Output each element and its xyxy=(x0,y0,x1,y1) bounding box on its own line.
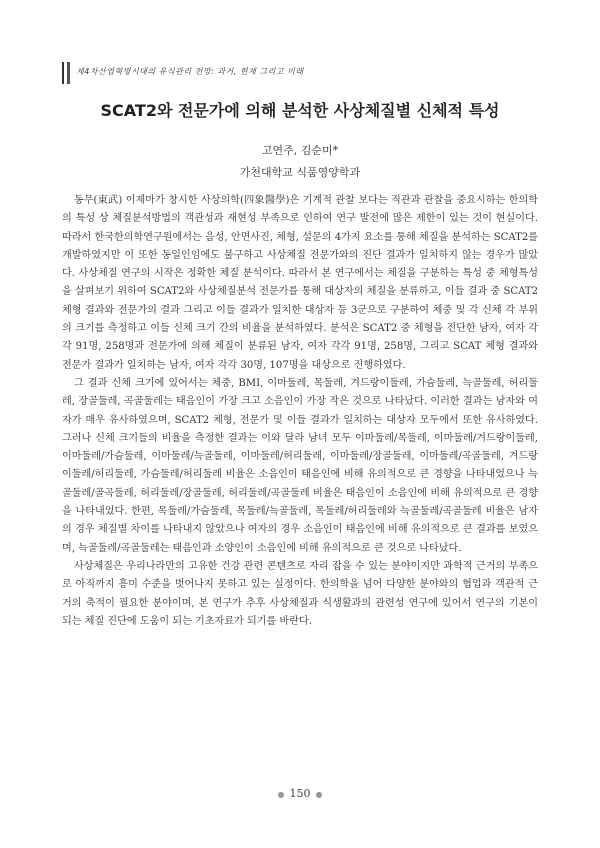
page-number xyxy=(0,787,600,800)
running-head: 제4차산업혁명시대의 유식관리 전망: 과거, 현재 그리고 미래 xyxy=(76,67,304,76)
paragraph-3: 사상체질은 우리나라만의 고유한 건강 관련 콘텐츠로 자리 잡을 수 있는 분야이지만 과학적 근거의 부족으로 아직까지 흥미 수준을 벗어나지 못하고 있는 실정이다. 한의학을 넘어 다양한 분야와의 협업과 객관적 근거의 축적이 필요한 분야이며, 본 연구가 추후 사상체질과 식생활과의 관련성 연구에 있어서 연구의 기본이 되는 체질 진단에 도움이 되는 기초자료가 되기를 바란다. xyxy=(62,560,538,627)
page-number-value: 150 xyxy=(289,787,311,800)
paragraph-2: 그 결과 신체 크기에 있어서는 체중, BMI, 이마둘레, 목둘레, 겨드랑이둘레, 가슴둘레, 늑골둘레, 허리둘레, 장골둘레, 곡골둘레는 태음인이 가장 크고 소음인이 가장 작은 것으로 나타났다. 이러한 결과는 남자와 여자가 매우 유사하였으며, SCAT2 체형, 전문가 및 이들 결과가 일치하는 대상자 모두에서 또한 유사하였다. 그러나 신체 크기들의 비율을 측정한 결과는 이와 달라 남녀 모두 이마둘레/목둘레, 이마둘레/겨드랑이둘레, 이마둘레/가슴둘레, 이마둘레/늑골둘레, 이마둘레/허리둘레, 이마둘레/장골둘레, 이마둘레/곡골둘레, 겨드랑이둘레/허리둘레, 가슴둘레/허리둘레 비율은 소음인이 태음인에 비해 유의적으로 큰 경향을 나타내었으나 늑골둘레/골곡둘레, 허리둘레/장골둘레, 허리둘레/곡골둘레 비율은 태음인이 소음인에 비해 유의적으로 큰 경향을 나타내었다. 한편, 목둘레/가슴둘레, 목둘레/늑골둘레, 목둘레/허리둘레와 늑골둘레/곡골둘레 비율은 남자의 경우 체질별 차이를 나타내지 않았으나 여자의 경우 소음인이 태음인에 비해 유의적으로 큰 결과를 보였으며, 늑골둘레/곡골둘레는 태음인과 소양인이 소음인에 비해 유의적으로 큰 것으로 나타났다. xyxy=(62,377,538,554)
header-rule xyxy=(62,62,64,84)
page-dot-left: ● xyxy=(277,789,285,799)
header-rule-thick xyxy=(67,62,70,84)
authors: 고연주, 김순미* xyxy=(261,144,339,157)
page-dot-right: ● xyxy=(315,789,323,799)
abstract-body xyxy=(62,192,538,631)
affiliation: 가천대학교 식품영양학과 xyxy=(239,166,361,179)
paragraph-1: 동무(東武) 이제마가 창시한 사상의학(四象醫學)은 기계적 관찰 보다는 직관과 관찰을 중요시하는 한의학의 특성 상 체질분석방법의 객관성과 재현성 부족으로 인하여 연구 발전에 많은 제한이 있는 것이 현실이다. 따라서 한국한의학연구원에서는 음성, 안면사진, 체형, 설문의 4가지 요소를 통해 체질을 분석하는 SCAT2를 개발하였지만 이 또한 동일인임에도 불구하고 사상체질 전문가와의 진단 결과가 일치하지 않는 경우가 많았다. 사상체질 연구의 시작은 정확한 체질 분석이다. 따라서 본 연구에서는 체질을 구분하는 특성 중 체형특성을 살펴보기 위하여 SCAT2와 사상체질분석 전문가를 통해 대상자의 체질을 분류하고, 이들 결과 중 SCAT2 체형 결과와 전문가의 결과 그리고 이들 결과가 일치한 대상자 등 3군으로 구분하여 체중 및 각 신체 각 부위의 크기를 측정하고 이들 신체 크기 간의 비율을 분석하였다. 분석은 SCAT2 중 체형을 진단한 남자, 여자 각각 91명, 258명과 전문가에 의해 체질이 분류된 남자, 여자 각각 91명, 258명, 그리고 SCAT 체형 결과와 전문가 결과가 일치하는 남자, 여자 각각 30명, 107명을 대상으로 진행하였다. xyxy=(62,195,538,371)
paper-title: SCAT2와 전문가에 의해 분석한 사상체질별 신체적 특성 xyxy=(100,101,500,120)
